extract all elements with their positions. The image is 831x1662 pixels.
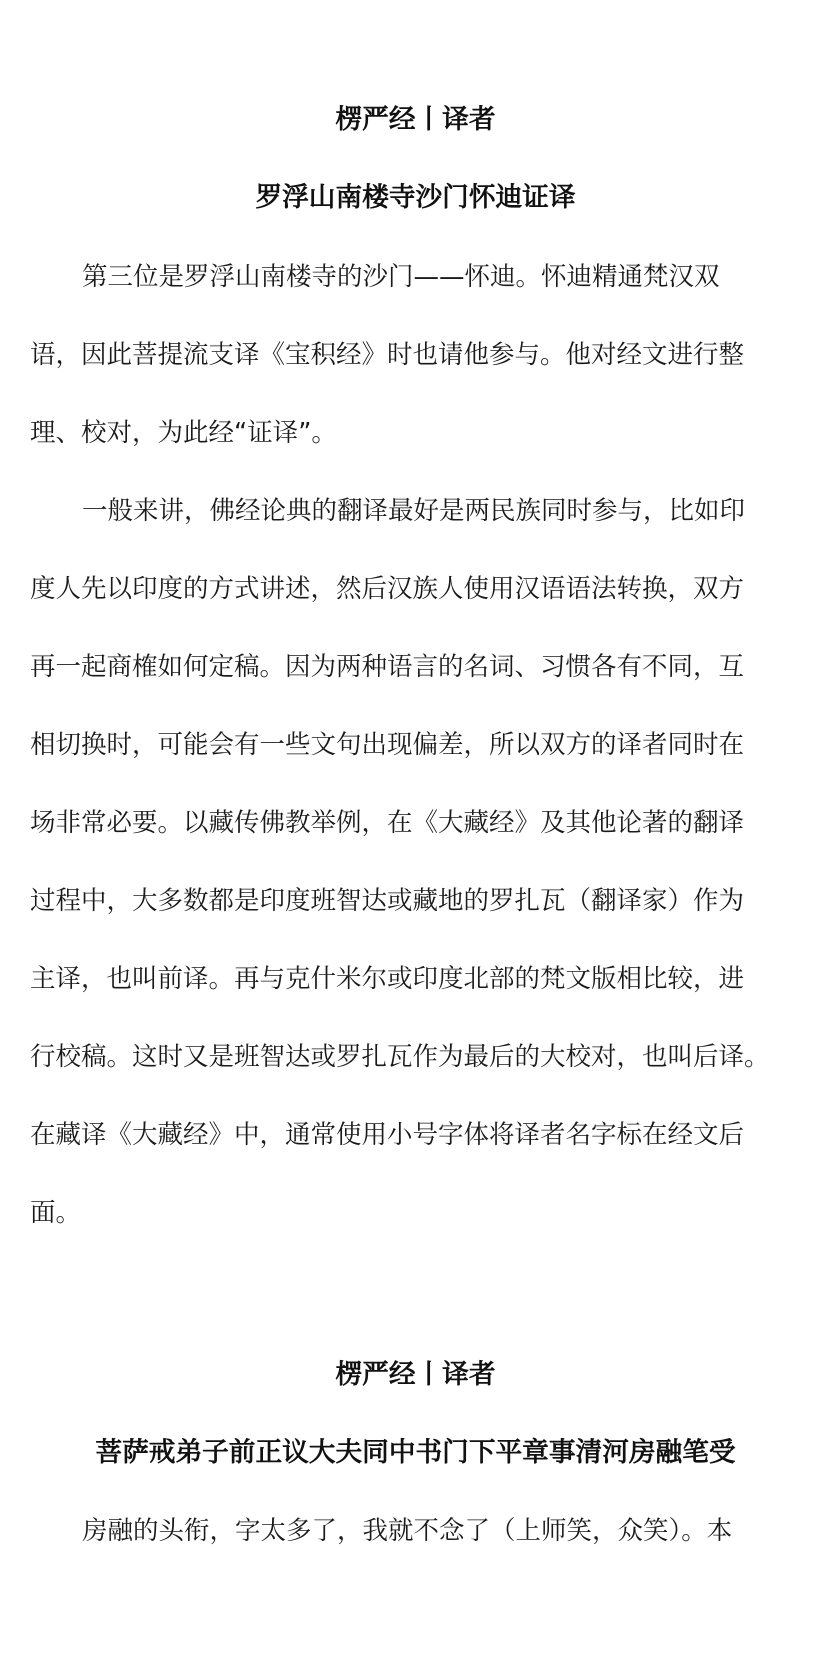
paragraph-line: 第三位是罗浮山南楼寺的沙门——怀迪。怀迪精通梵汉双 xyxy=(82,262,720,292)
paragraph-line: 语，因此菩提流支译《宝积经》时也请他参与。他对经文进行整 xyxy=(30,340,745,370)
paragraph-line: 再一起商榷如何定稿。因为两种语言的名词、习惯各有不同，互 xyxy=(30,652,745,682)
paragraph-line: 一般来讲，佛经论典的翻译最好是两民族同时参与，比如印 xyxy=(82,496,746,526)
section-heading: 楞严经丨译者 xyxy=(335,104,496,135)
section-heading: 楞严经丨译者 xyxy=(335,1359,496,1390)
paragraph-line: 在藏译《大藏经》中，通常使用小号字体将译者名字标在经文后 xyxy=(30,1120,745,1150)
paragraph-line: 过程中，大多数都是印度班智达或藏地的罗扎瓦（翻译家）作为 xyxy=(30,886,745,916)
section-subheading: 罗浮山南楼寺沙门怀迪证译 xyxy=(255,182,576,213)
paragraph-line: 理、校对，为此经“证译”。 xyxy=(30,418,337,448)
paragraph-line: 房融的头衔，字太多了，我就不念了（上师笑，众笑）。本 xyxy=(82,1516,733,1546)
paragraph-line: 面。 xyxy=(30,1198,82,1228)
paragraph-line: 度人先以印度的方式讲述，然后汉族人使用汉语语法转换，双方 xyxy=(30,574,745,604)
paragraph-line: 主译，也叫前译。再与克什米尔或印度北部的梵文版相比较，进 xyxy=(30,964,745,994)
paragraph-line: 相切换时，可能会有一些文句出现偏差，所以双方的译者同时在 xyxy=(30,730,745,760)
section-subheading: 菩萨戒弟子前正议大夫同中书门下平章事清河房融笔受 xyxy=(95,1437,736,1468)
paragraph-line: 行校稿。这时又是班智达或罗扎瓦作为最后的大校对，也叫后译。 xyxy=(30,1042,770,1072)
paragraph-line: 场非常必要。以藏传佛教举例，在《大藏经》及其他论著的翻译 xyxy=(30,808,745,838)
